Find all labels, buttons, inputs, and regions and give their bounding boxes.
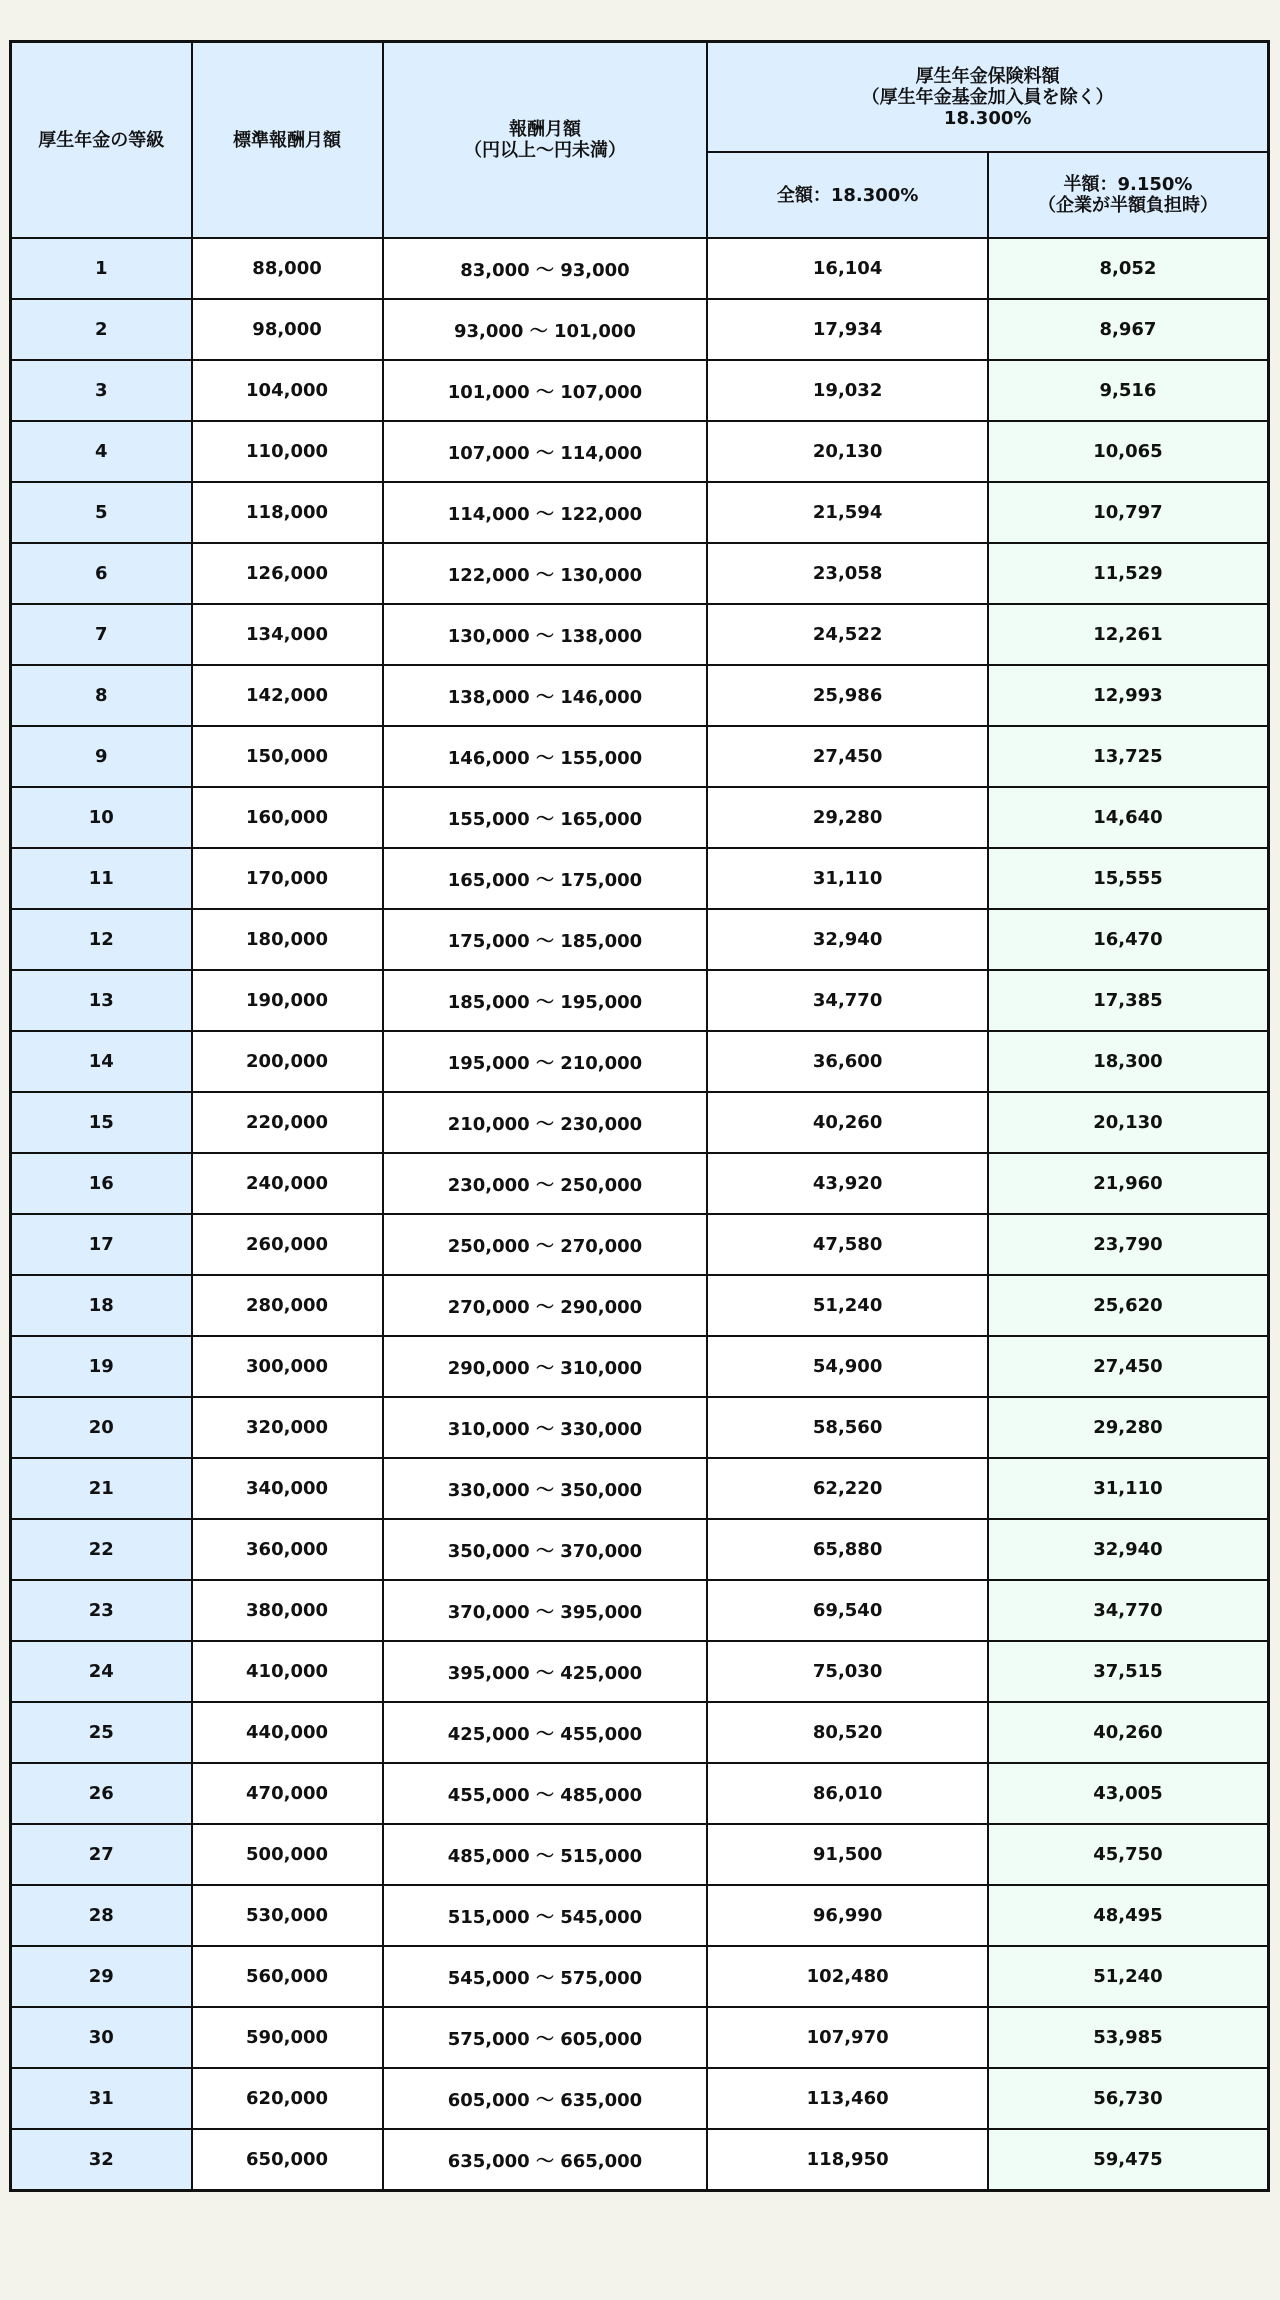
cell-grade: 26 — [11, 1763, 192, 1824]
table-row — [11, 1397, 1269, 1458]
cell-full-premium: 16,104 — [707, 238, 988, 299]
premium-table-container — [9, 40, 1270, 2192]
cell-standard-remuneration: 142,000 — [192, 665, 383, 726]
cell-remuneration-range: 175,000 ～ 185,000 — [383, 909, 708, 970]
cell-grade: 3 — [11, 360, 192, 421]
cell-half-premium: 17,385 — [988, 970, 1269, 1031]
cell-grade: 7 — [11, 604, 192, 665]
table-row — [11, 1519, 1269, 1580]
cell-full-premium: 27,450 — [707, 726, 988, 787]
table-row — [11, 360, 1269, 421]
cell-grade: 31 — [11, 2068, 192, 2129]
cell-standard-remuneration: 200,000 — [192, 1031, 383, 1092]
cell-full-premium: 96,990 — [707, 1885, 988, 1946]
header-remuneration-range — [383, 42, 708, 239]
header-range-subtitle: （円以上〜円未満） — [463, 140, 626, 161]
cell-half-premium: 59,475 — [988, 2129, 1269, 2191]
cell-half-premium: 9,516 — [988, 360, 1269, 421]
cell-half-premium: 45,750 — [988, 1824, 1269, 1885]
header-standard-monthly-remuneration: 標準報酬月額 — [192, 42, 383, 239]
table-row — [11, 1275, 1269, 1336]
cell-standard-remuneration: 320,000 — [192, 1397, 383, 1458]
cell-half-premium: 8,967 — [988, 299, 1269, 360]
cell-full-premium: 36,600 — [707, 1031, 988, 1092]
cell-full-premium: 47,580 — [707, 1214, 988, 1275]
cell-standard-remuneration: 440,000 — [192, 1702, 383, 1763]
cell-remuneration-range: 270,000 ～ 290,000 — [383, 1275, 708, 1336]
cell-standard-remuneration: 340,000 — [192, 1458, 383, 1519]
cell-remuneration-range: 195,000 ～ 210,000 — [383, 1031, 708, 1092]
header-premium-rate: 18.300% — [943, 107, 1032, 129]
cell-grade: 27 — [11, 1824, 192, 1885]
cell-standard-remuneration: 118,000 — [192, 482, 383, 543]
cell-full-premium: 25,986 — [707, 665, 988, 726]
cell-half-premium: 25,620 — [988, 1275, 1269, 1336]
table-row — [11, 2007, 1269, 2068]
cell-remuneration-range: 250,000 ～ 270,000 — [383, 1214, 708, 1275]
table-row — [11, 1641, 1269, 1702]
cell-grade: 19 — [11, 1336, 192, 1397]
cell-full-premium: 58,560 — [707, 1397, 988, 1458]
cell-full-premium: 62,220 — [707, 1458, 988, 1519]
cell-half-premium: 8,052 — [988, 238, 1269, 299]
cell-standard-remuneration: 160,000 — [192, 787, 383, 848]
table-row — [11, 421, 1269, 482]
table-row — [11, 1336, 1269, 1397]
table-row — [11, 1702, 1269, 1763]
table-row — [11, 543, 1269, 604]
cell-grade: 30 — [11, 2007, 192, 2068]
table-row — [11, 1153, 1269, 1214]
cell-grade: 17 — [11, 1214, 192, 1275]
cell-remuneration-range: 93,000 ～ 101,000 — [383, 299, 708, 360]
cell-standard-remuneration: 180,000 — [192, 909, 383, 970]
table-row — [11, 1031, 1269, 1092]
cell-half-premium: 31,110 — [988, 1458, 1269, 1519]
cell-full-premium: 24,522 — [707, 604, 988, 665]
header-premium-title: 厚生年金保険料額 — [915, 65, 1060, 87]
cell-half-premium: 21,960 — [988, 1153, 1269, 1214]
cell-full-premium: 17,934 — [707, 299, 988, 360]
cell-remuneration-range: 165,000 ～ 175,000 — [383, 848, 708, 909]
cell-grade: 4 — [11, 421, 192, 482]
cell-half-premium: 13,725 — [988, 726, 1269, 787]
cell-grade: 2 — [11, 299, 192, 360]
cell-grade: 21 — [11, 1458, 192, 1519]
cell-grade: 10 — [11, 787, 192, 848]
cell-full-premium: 113,460 — [707, 2068, 988, 2129]
header-half-amount — [988, 152, 1269, 238]
cell-standard-remuneration: 590,000 — [192, 2007, 383, 2068]
cell-remuneration-range: 101,000 ～ 107,000 — [383, 360, 708, 421]
cell-remuneration-range: 230,000 ～ 250,000 — [383, 1153, 708, 1214]
cell-grade: 15 — [11, 1092, 192, 1153]
cell-grade: 13 — [11, 970, 192, 1031]
cell-remuneration-range: 455,000 ～ 485,000 — [383, 1763, 708, 1824]
cell-full-premium: 23,058 — [707, 543, 988, 604]
cell-standard-remuneration: 650,000 — [192, 2129, 383, 2191]
cell-remuneration-range: 290,000 ～ 310,000 — [383, 1336, 708, 1397]
cell-half-premium: 10,065 — [988, 421, 1269, 482]
cell-grade: 29 — [11, 1946, 192, 2007]
cell-half-premium: 48,495 — [988, 1885, 1269, 1946]
cell-grade: 23 — [11, 1580, 192, 1641]
cell-standard-remuneration: 126,000 — [192, 543, 383, 604]
cell-standard-remuneration: 500,000 — [192, 1824, 383, 1885]
cell-full-premium: 40,260 — [707, 1092, 988, 1153]
cell-remuneration-range: 545,000 ～ 575,000 — [383, 1946, 708, 2007]
cell-remuneration-range: 107,000 ～ 114,000 — [383, 421, 708, 482]
cell-half-premium: 53,985 — [988, 2007, 1269, 2068]
cell-grade: 16 — [11, 1153, 192, 1214]
cell-remuneration-range: 185,000 ～ 195,000 — [383, 970, 708, 1031]
cell-grade: 28 — [11, 1885, 192, 1946]
cell-half-premium: 12,993 — [988, 665, 1269, 726]
cell-standard-remuneration: 360,000 — [192, 1519, 383, 1580]
cell-remuneration-range: 130,000 ～ 138,000 — [383, 604, 708, 665]
cell-standard-remuneration: 150,000 — [192, 726, 383, 787]
cell-remuneration-range: 635,000 ～ 665,000 — [383, 2129, 708, 2191]
cell-remuneration-range: 155,000 ～ 165,000 — [383, 787, 708, 848]
table-row — [11, 1885, 1269, 1946]
cell-half-premium: 12,261 — [988, 604, 1269, 665]
cell-full-premium: 34,770 — [707, 970, 988, 1031]
cell-standard-remuneration: 88,000 — [192, 238, 383, 299]
cell-full-premium: 54,900 — [707, 1336, 988, 1397]
cell-remuneration-range: 83,000 ～ 93,000 — [383, 238, 708, 299]
cell-half-premium: 34,770 — [988, 1580, 1269, 1641]
table-row — [11, 665, 1269, 726]
cell-grade: 14 — [11, 1031, 192, 1092]
cell-half-premium: 32,940 — [988, 1519, 1269, 1580]
table-row — [11, 726, 1269, 787]
cell-remuneration-range: 485,000 ～ 515,000 — [383, 1824, 708, 1885]
cell-standard-remuneration: 98,000 — [192, 299, 383, 360]
cell-grade: 8 — [11, 665, 192, 726]
cell-grade: 9 — [11, 726, 192, 787]
cell-half-premium: 14,640 — [988, 787, 1269, 848]
cell-half-premium: 40,260 — [988, 1702, 1269, 1763]
table-row — [11, 482, 1269, 543]
cell-half-premium: 18,300 — [988, 1031, 1269, 1092]
cell-standard-remuneration: 170,000 — [192, 848, 383, 909]
cell-full-premium: 107,970 — [707, 2007, 988, 2068]
cell-half-premium: 43,005 — [988, 1763, 1269, 1824]
cell-standard-remuneration: 110,000 — [192, 421, 383, 482]
header-full-amount: 全額：18.300% — [707, 152, 988, 238]
cell-remuneration-range: 330,000 ～ 350,000 — [383, 1458, 708, 1519]
cell-standard-remuneration: 620,000 — [192, 2068, 383, 2129]
cell-remuneration-range: 310,000 ～ 330,000 — [383, 1397, 708, 1458]
cell-full-premium: 51,240 — [707, 1275, 988, 1336]
table-row — [11, 299, 1269, 360]
table-row — [11, 1946, 1269, 2007]
cell-grade: 24 — [11, 1641, 192, 1702]
cell-full-premium: 118,950 — [707, 2129, 988, 2191]
cell-standard-remuneration: 260,000 — [192, 1214, 383, 1275]
cell-full-premium: 29,280 — [707, 787, 988, 848]
cell-standard-remuneration: 190,000 — [192, 970, 383, 1031]
cell-grade: 5 — [11, 482, 192, 543]
cell-standard-remuneration: 220,000 — [192, 1092, 383, 1153]
cell-standard-remuneration: 560,000 — [192, 1946, 383, 2007]
cell-grade: 18 — [11, 1275, 192, 1336]
cell-half-premium: 15,555 — [988, 848, 1269, 909]
cell-full-premium: 43,920 — [707, 1153, 988, 1214]
header-half-note: （企業が半額負担時） — [1037, 195, 1218, 216]
header-grade: 厚生年金の等級 — [11, 42, 192, 239]
cell-standard-remuneration: 104,000 — [192, 360, 383, 421]
table-row — [11, 909, 1269, 970]
cell-standard-remuneration: 134,000 — [192, 604, 383, 665]
table-body — [11, 238, 1269, 2191]
cell-remuneration-range: 138,000 ～ 146,000 — [383, 665, 708, 726]
cell-remuneration-range: 350,000 ～ 370,000 — [383, 1519, 708, 1580]
cell-full-premium: 19,032 — [707, 360, 988, 421]
table-row — [11, 787, 1269, 848]
cell-full-premium: 80,520 — [707, 1702, 988, 1763]
cell-full-premium: 102,480 — [707, 1946, 988, 2007]
cell-half-premium: 56,730 — [988, 2068, 1269, 2129]
cell-half-premium: 29,280 — [988, 1397, 1269, 1458]
cell-half-premium: 11,529 — [988, 543, 1269, 604]
pension-premium-table — [9, 40, 1270, 2192]
cell-standard-remuneration: 240,000 — [192, 1153, 383, 1214]
cell-grade: 6 — [11, 543, 192, 604]
cell-standard-remuneration: 410,000 — [192, 1641, 383, 1702]
cell-standard-remuneration: 530,000 — [192, 1885, 383, 1946]
table-row — [11, 970, 1269, 1031]
cell-full-premium: 69,540 — [707, 1580, 988, 1641]
cell-half-premium: 10,797 — [988, 482, 1269, 543]
header-range-title: 報酬月額 — [508, 119, 581, 140]
table-row — [11, 1580, 1269, 1641]
cell-remuneration-range: 395,000 ～ 425,000 — [383, 1641, 708, 1702]
table-row — [11, 238, 1269, 299]
cell-full-premium: 32,940 — [707, 909, 988, 970]
cell-grade: 25 — [11, 1702, 192, 1763]
header-premium-amount — [707, 42, 1268, 153]
table-row — [11, 1824, 1269, 1885]
cell-grade: 12 — [11, 909, 192, 970]
cell-remuneration-range: 146,000 ～ 155,000 — [383, 726, 708, 787]
table-row — [11, 1214, 1269, 1275]
table-row — [11, 2068, 1269, 2129]
cell-remuneration-range: 114,000 ～ 122,000 — [383, 482, 708, 543]
cell-remuneration-range: 370,000 ～ 395,000 — [383, 1580, 708, 1641]
cell-half-premium: 37,515 — [988, 1641, 1269, 1702]
cell-standard-remuneration: 380,000 — [192, 1580, 383, 1641]
cell-grade: 32 — [11, 2129, 192, 2191]
header-half-title: 半額：9.150% — [1063, 174, 1193, 195]
table-row — [11, 1092, 1269, 1153]
cell-remuneration-range: 425,000 ～ 455,000 — [383, 1702, 708, 1763]
table-row — [11, 1458, 1269, 1519]
cell-standard-remuneration: 280,000 — [192, 1275, 383, 1336]
table-row — [11, 2129, 1269, 2191]
cell-remuneration-range: 515,000 ～ 545,000 — [383, 1885, 708, 1946]
cell-remuneration-range: 122,000 ～ 130,000 — [383, 543, 708, 604]
cell-grade: 1 — [11, 238, 192, 299]
cell-grade: 11 — [11, 848, 192, 909]
cell-full-premium: 86,010 — [707, 1763, 988, 1824]
cell-full-premium: 75,030 — [707, 1641, 988, 1702]
table-row — [11, 848, 1269, 909]
cell-remuneration-range: 575,000 ～ 605,000 — [383, 2007, 708, 2068]
cell-grade: 20 — [11, 1397, 192, 1458]
cell-half-premium: 51,240 — [988, 1946, 1269, 2007]
cell-half-premium: 20,130 — [988, 1092, 1269, 1153]
header-premium-note: （厚生年金基金加入員を除く） — [861, 86, 1114, 108]
cell-full-premium: 91,500 — [707, 1824, 988, 1885]
cell-full-premium: 21,594 — [707, 482, 988, 543]
cell-half-premium: 23,790 — [988, 1214, 1269, 1275]
cell-remuneration-range: 605,000 ～ 635,000 — [383, 2068, 708, 2129]
cell-half-premium: 27,450 — [988, 1336, 1269, 1397]
cell-half-premium: 16,470 — [988, 909, 1269, 970]
cell-remuneration-range: 210,000 ～ 230,000 — [383, 1092, 708, 1153]
cell-grade: 22 — [11, 1519, 192, 1580]
cell-standard-remuneration: 470,000 — [192, 1763, 383, 1824]
table-row — [11, 604, 1269, 665]
table-row — [11, 1763, 1269, 1824]
cell-full-premium: 65,880 — [707, 1519, 988, 1580]
cell-full-premium: 20,130 — [707, 421, 988, 482]
cell-standard-remuneration: 300,000 — [192, 1336, 383, 1397]
cell-full-premium: 31,110 — [707, 848, 988, 909]
